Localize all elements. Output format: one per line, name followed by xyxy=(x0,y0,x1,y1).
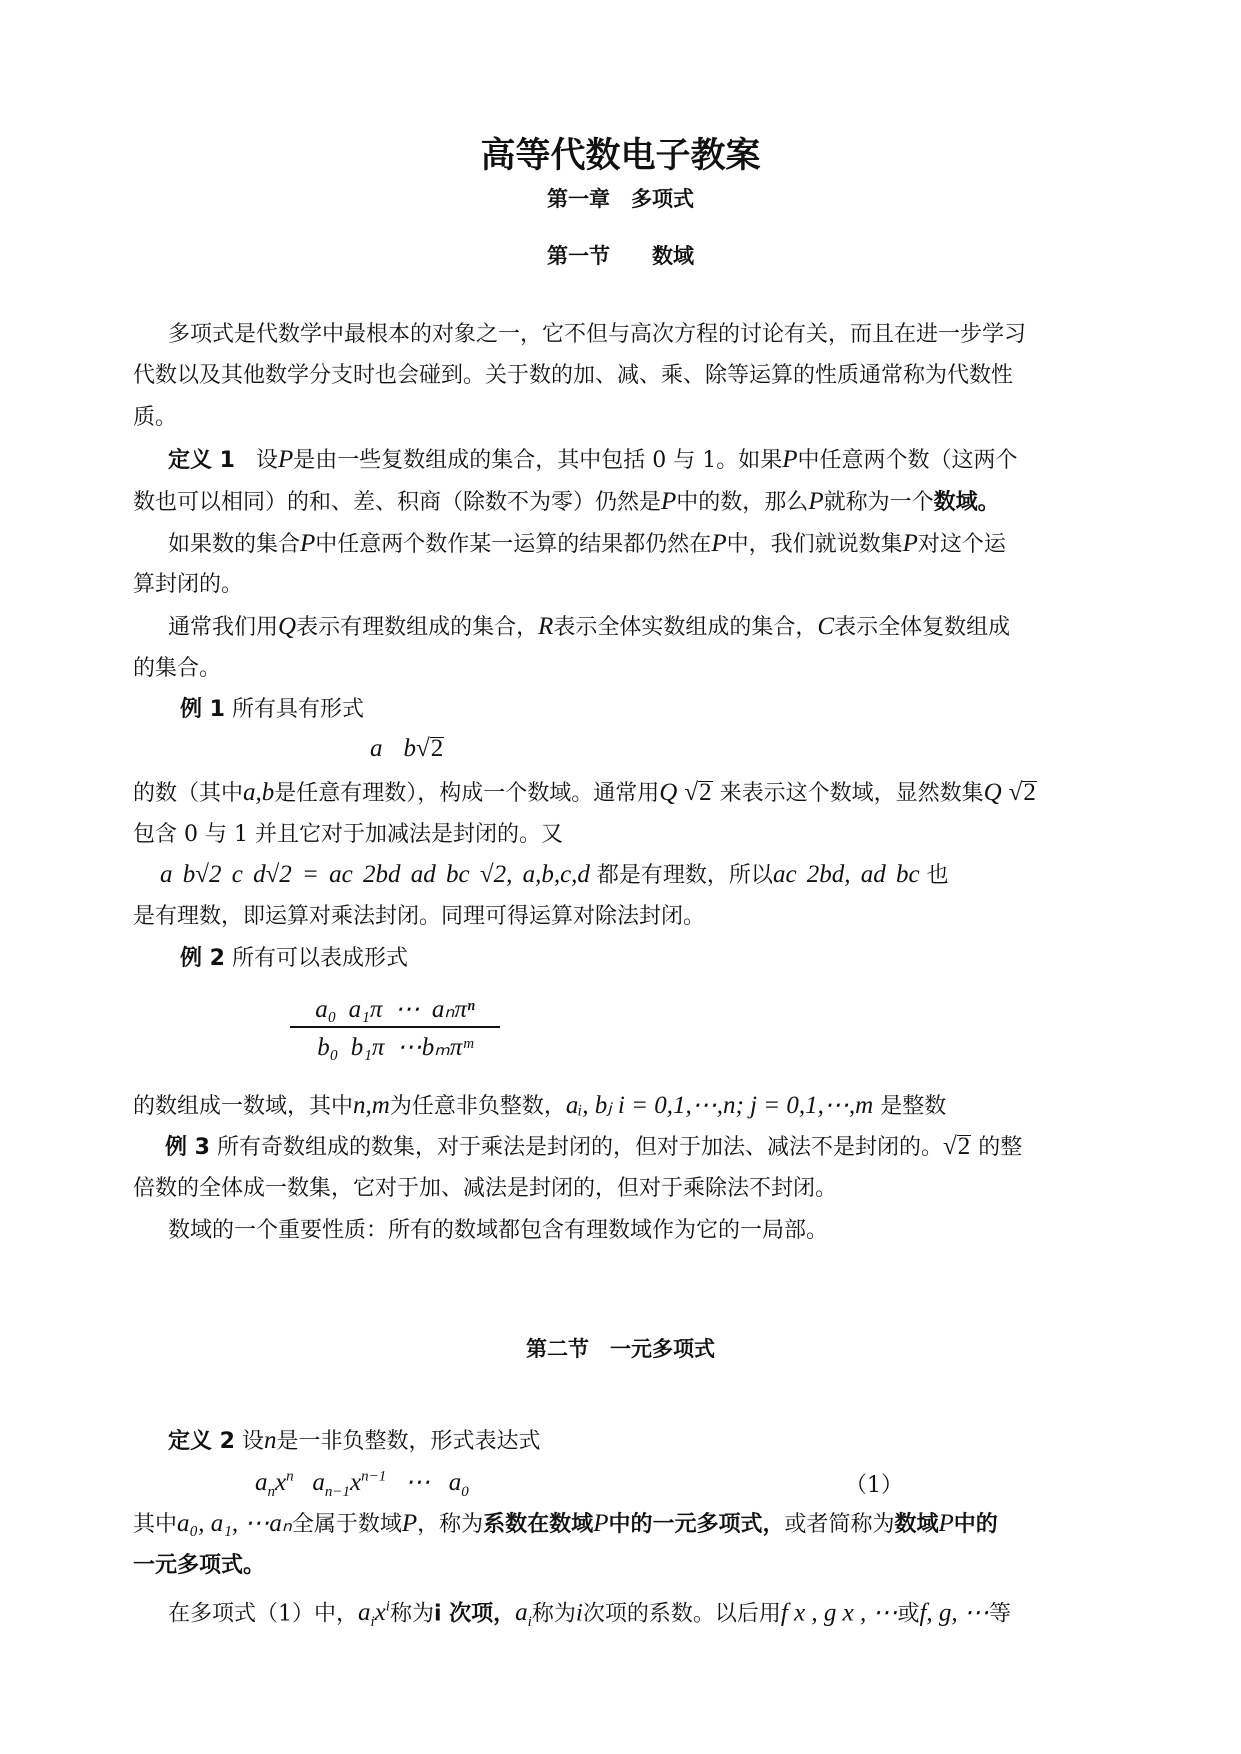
text: 表示全体实数组成的集合， xyxy=(553,615,818,640)
math-P: P xyxy=(808,488,824,515)
term-paragraph-line-1 xyxy=(168,1594,1011,1635)
term-number-field: 数域。 xyxy=(933,490,1000,515)
math-2: 2 xyxy=(699,779,712,806)
text: 中任意两个数作某一运算的结果都仍然在 xyxy=(315,532,712,557)
example-3-label: 例 3 xyxy=(165,1135,210,1160)
example-1-formula xyxy=(370,736,444,763)
math-P: P xyxy=(902,530,918,557)
math-P: P xyxy=(593,1510,609,1537)
math-Q: Q xyxy=(983,779,1002,806)
math-fx-gx: f x , g x , ⋯ xyxy=(780,1599,898,1627)
text: 的整 xyxy=(978,1135,1023,1160)
math-2: 2 xyxy=(957,1133,971,1160)
closure-line-2: 算封闭的。 xyxy=(133,572,244,597)
definition-2-label: 定义 2 xyxy=(168,1429,235,1454)
math-b: b xyxy=(403,735,416,762)
intro-line-2: 代数以及其他数学分支时也会碰到。关于数的加、减、乘、除等运算的性质通常称为代数性 xyxy=(133,363,1014,388)
text: 称为 xyxy=(531,1601,576,1627)
math-aixi: $a_ix^i$ xyxy=(358,1599,390,1631)
text: 或者简称为 xyxy=(784,1512,895,1537)
math-ai: $a_i$ xyxy=(515,1599,532,1631)
text: 所有具有形式 xyxy=(231,697,364,722)
text: 中的数，那么 xyxy=(676,490,809,515)
math-nm: n,m xyxy=(353,1092,390,1119)
definition-1-line-2 xyxy=(133,489,1000,516)
sets-line-2: 的集合。 xyxy=(133,656,222,681)
text: 是一非负整数，形式表达式 xyxy=(276,1429,541,1454)
text: 也 xyxy=(926,863,949,888)
intro-line-3: 质。 xyxy=(133,405,178,430)
math-P: P xyxy=(300,530,316,557)
text: 是由一些复数组成的集合，其中包括 0 与 1。如果 xyxy=(293,448,783,473)
definition-2-line-3 xyxy=(133,1511,998,1538)
example-2-label: 例 2 xyxy=(180,946,225,971)
number-field-property: 数域的一个重要性质：所有的数域都包含有理数域作为它的一局部。 xyxy=(168,1218,829,1243)
math-Q: Q xyxy=(659,779,678,806)
math-fg: f, g, ⋯ xyxy=(919,1599,989,1627)
math-R: R xyxy=(538,613,554,640)
text: 次项的系数。以后用 xyxy=(582,1601,781,1627)
math-P: P xyxy=(938,1510,954,1537)
document-title: 高等代数电子教案 xyxy=(480,136,761,176)
closure-line-1 xyxy=(168,531,1006,558)
example-2-fraction xyxy=(290,994,500,1062)
sqrt-sign-icon: √ xyxy=(415,735,430,762)
text: 都是有理数，所以 xyxy=(596,863,773,888)
example-1-line-2 xyxy=(133,780,1037,807)
example-1-label: 例 1 xyxy=(180,697,225,722)
example-3-line-1 xyxy=(165,1134,1022,1161)
chapter-heading: 第一章 多项式 xyxy=(547,187,694,211)
polynomial-expression: $a_nx^n$ $a_{n-1}x^{n-1}$ ⋯ $a_0$ xyxy=(255,1469,469,1501)
text: 设 xyxy=(255,448,278,473)
text: 是任意有理数），构成一个数域。通常用 xyxy=(274,781,660,806)
example-1-line-3: 包含 0 与 1 并且它对于加减法是封闭的。又 xyxy=(133,822,563,847)
section-heading-1: 第一节 数域 xyxy=(547,244,694,268)
text: 所有奇数组成的数集，对于乘法是封闭的，但对于加法、减法不是封闭的。 xyxy=(216,1135,943,1160)
fraction-numerator: a₀ a₁π ⋯ aₙπⁿ xyxy=(315,996,475,1023)
math-ab: a,b xyxy=(243,779,275,806)
term-text: 数域 xyxy=(894,1512,939,1537)
math-Q: Q xyxy=(278,613,297,640)
term-text: 系数在数域 xyxy=(483,1512,594,1537)
text: 或 xyxy=(897,1601,920,1627)
sqrt-sign-icon: √ xyxy=(1008,779,1023,806)
text: 其中 xyxy=(133,1512,178,1537)
intro-line-1: 多项式是代数学中最根本的对象之一，它不但与高次方程的讨论有关，而且在进一步学习 xyxy=(168,322,1027,347)
math-coefficients: a₀, a₁, ⋯aₙ xyxy=(177,1510,292,1537)
sqrt-sign-icon: √ xyxy=(684,779,699,806)
text: 对这个运 xyxy=(917,532,1006,557)
example-3-line-2: 倍数的全体成一数集，它对于加、减法是封闭的，但对于乘除法不封闭。 xyxy=(133,1176,838,1201)
fraction-bar xyxy=(290,1026,500,1028)
term-text: 中的 xyxy=(953,1512,998,1537)
section-heading-2: 第二节 一元多项式 xyxy=(526,1337,715,1361)
text: 的数（其中 xyxy=(133,781,244,806)
text: 称为 xyxy=(389,1601,434,1627)
definition-2-formula xyxy=(255,1464,469,1505)
math-product-expression: a b√2 c d√2 = ac 2bd ad bc √2, a,b,c,d xyxy=(160,861,590,888)
text: 全属于数域 xyxy=(291,1512,402,1537)
definition-1-label: 定义 1 xyxy=(168,448,235,473)
term-text: 中的一元多项式， xyxy=(608,1512,785,1537)
text: 中任意两个数（这两个 xyxy=(797,448,1018,473)
math-C: C xyxy=(817,613,835,640)
term-text: i 次项， xyxy=(433,1601,516,1627)
math-i: i xyxy=(575,1599,583,1627)
example-1-line-5: 是有理数，即运算对乘法封闭。同理可得运算对除法封闭。 xyxy=(133,904,706,929)
math-index-range: aᵢ, bⱼ i = 0,1,⋯,n; j = 0,1,⋯,m xyxy=(565,1092,874,1119)
text: 所有可以表成形式 xyxy=(231,946,408,971)
text: 通常我们用 xyxy=(168,615,279,640)
text: 在多项式（1）中， xyxy=(168,1601,358,1627)
definition-2-line-1 xyxy=(168,1428,541,1455)
text: 的数组成一数域，其中 xyxy=(133,1094,354,1119)
math-P: P xyxy=(661,488,677,515)
math-P: P xyxy=(711,530,727,557)
sets-line-1 xyxy=(168,614,1010,641)
example-2-line-2 xyxy=(133,1093,946,1120)
text: 为任意非负整数， xyxy=(389,1094,566,1119)
text: 是整数 xyxy=(880,1094,947,1119)
math-P: P xyxy=(782,446,798,473)
text: ，称为 xyxy=(417,1512,484,1537)
fraction-denominator: b₀ b₁π ⋯bₘπᵐ xyxy=(317,1034,473,1061)
example-1-line-1 xyxy=(180,697,364,723)
math-n: n xyxy=(263,1427,277,1454)
text: 等 xyxy=(988,1601,1011,1627)
text: 来表示这个数域，显然数集 xyxy=(719,781,984,806)
sqrt-sign-icon: √ xyxy=(942,1133,957,1160)
math-a: a xyxy=(370,735,383,762)
text: 就称为一个 xyxy=(823,490,934,515)
math-2: 2 xyxy=(1023,779,1036,806)
example-1-line-4 xyxy=(160,862,949,889)
math-2: 2 xyxy=(430,735,444,762)
text: 表示全体复数组成 xyxy=(834,615,1011,640)
text: 数也可以相同）的和、差、积商（除数不为零）仍然是 xyxy=(133,490,662,515)
example-2-line-1 xyxy=(180,946,408,972)
math-P: P xyxy=(401,1510,418,1537)
definition-1-line-1 xyxy=(168,447,1018,474)
math-ac-2bd: ac 2bd, ad bc xyxy=(772,861,920,888)
text: 如果数的集合 xyxy=(168,532,301,557)
math-P: P xyxy=(277,446,294,473)
text: 中，我们就说数集 xyxy=(726,532,903,557)
equation-number: （1） xyxy=(845,1473,903,1498)
text: 表示有理数组成的集合， xyxy=(296,615,539,640)
text: 设 xyxy=(241,1429,264,1454)
definition-2-line-4: 一元多项式。 xyxy=(133,1553,266,1578)
